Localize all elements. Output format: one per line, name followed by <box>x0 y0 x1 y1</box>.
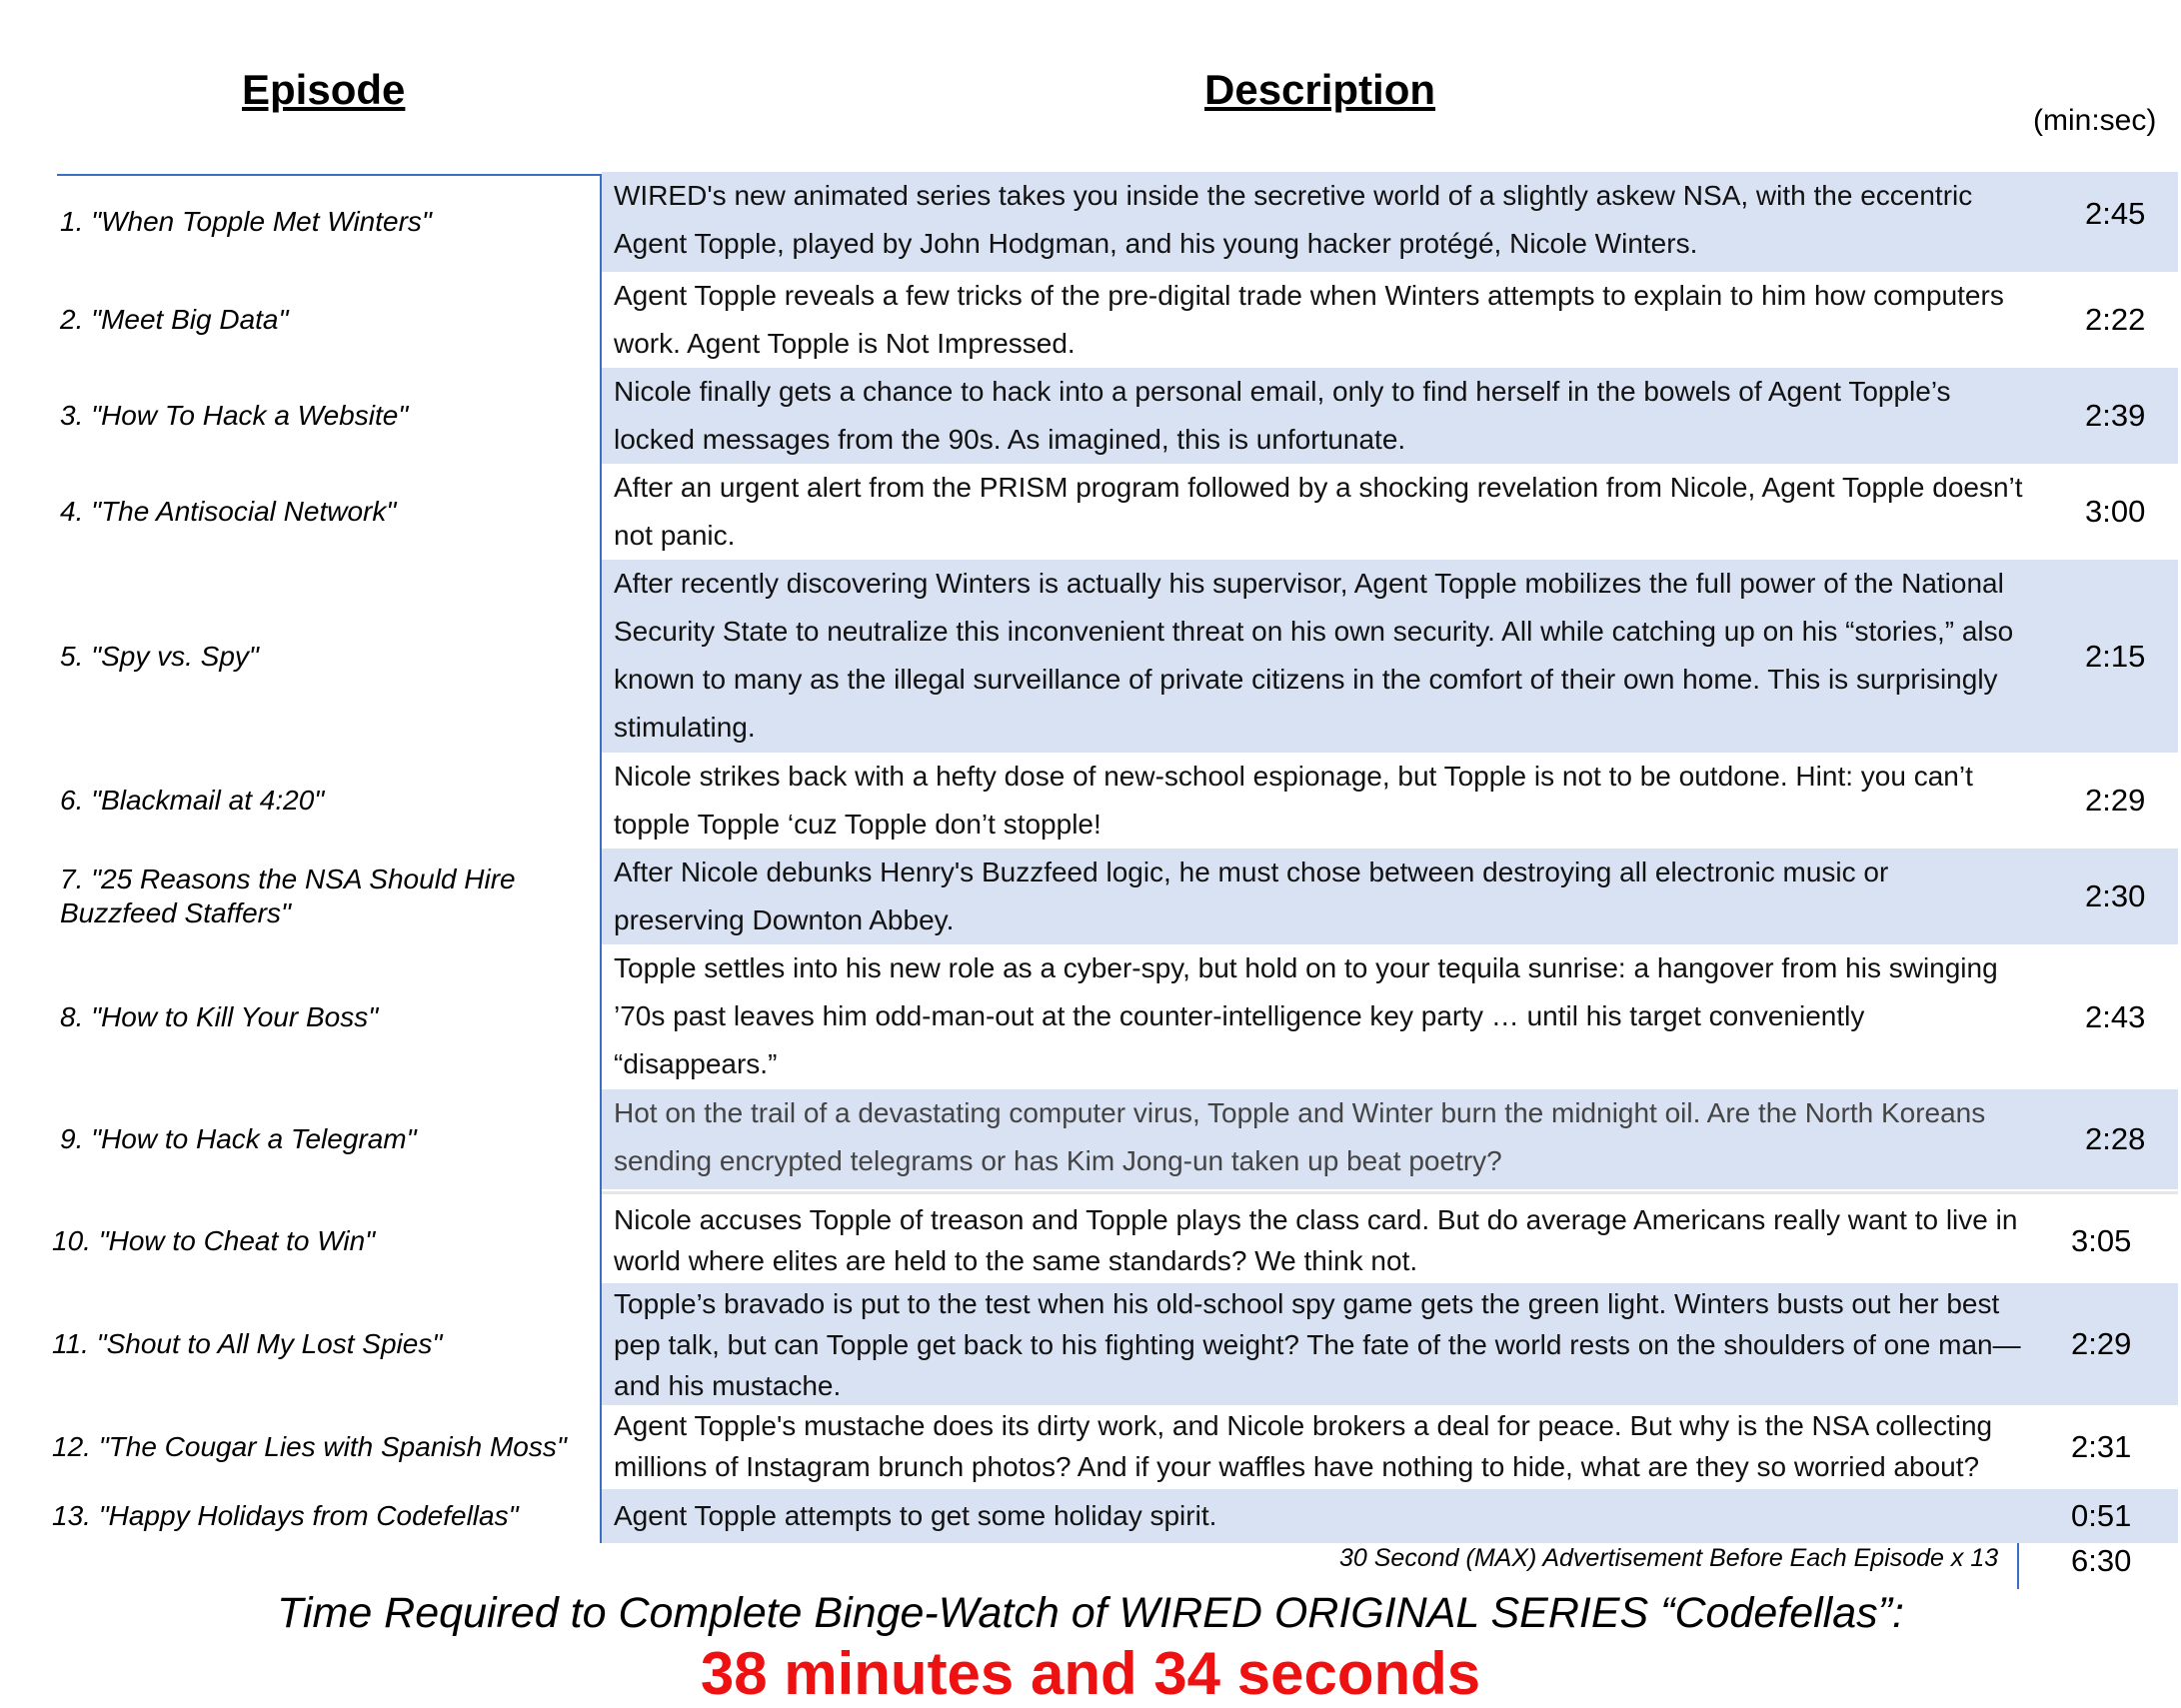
time-unit-label: (min:sec) <box>2033 104 2157 137</box>
episode-title: 4. "The Antisocial Network" <box>60 496 397 527</box>
episode-duration: 2:43 <box>2085 998 2146 1034</box>
episode-row-3 <box>0 368 2181 464</box>
episode-row-9 <box>0 1089 2181 1189</box>
episode-duration: 2:29 <box>2085 783 2146 818</box>
episode-title: 5. "Spy vs. Spy" <box>60 640 259 672</box>
episode-title: 3. "How To Hack a Website" <box>60 400 409 431</box>
episode-title: 12. "The Cougar Lies with Spanish Moss" <box>52 1431 567 1462</box>
episode-title: 13. "Happy Holidays from Codefellas" <box>52 1500 519 1531</box>
episode-row-7 <box>0 849 2181 944</box>
episode-description: After an urgent alert from the PRISM program followed by a shocking revelation from Nicole, Agent Topple doesn’t not panic. <box>614 472 2023 551</box>
episode-duration: 0:51 <box>2071 1498 2132 1533</box>
episode-title: 10. "How to Cheat to Win" <box>52 1225 376 1256</box>
advertisement-duration: 6:30 <box>2071 1543 2132 1578</box>
episode-row-2 <box>0 272 2181 368</box>
episode-duration: 2:29 <box>2071 1326 2132 1361</box>
row-separator <box>602 1191 2178 1194</box>
episode-title: 1. "When Topple Met Winters" <box>60 206 432 237</box>
episode-description: After recently discovering Winters is actually his supervisor, Agent Topple mobilizes the full power of the National Security State to neutralize this inconvenient threat on his own security. All while catching up on his “stories,” also known to many as the illegal surveillance of private citizens in the comfort of their own home. This is surprisingly stimulating. <box>614 568 2014 743</box>
episode-duration: 2:30 <box>2085 878 2146 913</box>
episode-description: Nicole strikes back with a hefty dose of new-school espionage, but Topple is not to be outdone. Hint: you can’t topple Topple ‘cuz Topple don’t stopple! <box>614 761 1973 840</box>
episode-description: Agent Topple's mustache does its dirty work, and Nicole brokers a deal for peace. But why is the NSA collecting millions of Instagram brunch photos? And if your waffles have nothing to hide, what are they so worried about? <box>614 1410 1993 1482</box>
episode-duration: 3:05 <box>2071 1223 2132 1258</box>
episode-row-5 <box>0 560 2181 753</box>
episode-row-11 <box>0 1283 2181 1405</box>
episode-description: Agent Topple reveals a few tricks of the pre-digital trade when Winters attempts to explain to him how computers work. Agent Topple is Not Impressed. <box>614 280 2004 359</box>
episode-row-13 <box>0 1489 2181 1543</box>
advertisement-label: 30 Second (MAX) Advertisement Before Each Episode x 13 <box>1339 1544 1999 1572</box>
episode-description: Nicole finally gets a chance to hack into a personal email, only to find herself in the bowels of Agent Topple’s locked messages from the 90s. As imagined, this is unfortunate. <box>614 376 1951 455</box>
episode-title: 9. "How to Hack a Telegram" <box>60 1123 417 1154</box>
episode-description: Hot on the trail of a devastating computer virus, Topple and Winter burn the midnight oil. Are the North Koreans sending encrypted telegrams or has Kim Jong-un taken up beat poetry? <box>614 1097 1986 1176</box>
binge-summary: Time Required to Complete Binge-Watch of WIRED ORIGINAL SERIES “Codefellas”: <box>277 1589 1904 1637</box>
episode-title: 8. "How to Kill Your Boss" <box>60 1000 379 1032</box>
episode-title: 11. "Shout to All My Lost Spies" <box>52 1328 443 1359</box>
episode-title: 6. "Blackmail at 4:20" <box>60 785 325 816</box>
episode-duration: 2:45 <box>2085 196 2146 232</box>
total-time: 38 minutes and 34 seconds <box>700 1640 1481 1707</box>
episode-duration: 3:00 <box>2085 494 2146 529</box>
episode-column-header: Episode <box>242 66 406 113</box>
episode-row-12 <box>0 1405 2181 1489</box>
episode-row-1 <box>0 172 2181 272</box>
episode-description: Nicole accuses Topple of treason and Topple plays the class card. But do average Americans really want to live in world where elites are held to the same standards? We think not. <box>614 1204 2018 1276</box>
episode-description: Topple’s bravado is put to the test when his old-school spy game gets the green light. Winters busts out her best pep talk, but can Topple get back to his fighting weight? The fate of the world rests on the shoulders of one man—and his mustache. <box>614 1288 2021 1401</box>
episode-title: 7. "25 Reasons the NSA Should Hire Buzzfeed Staffers" <box>60 863 516 928</box>
episode-title: 2. "Meet Big Data" <box>60 304 289 335</box>
description-column-header: Description <box>1204 66 1436 113</box>
episode-duration: 2:28 <box>2085 1121 2146 1156</box>
episode-row-8 <box>0 944 2181 1089</box>
episode-description: After Nicole debunks Henry's Buzzfeed logic, he must chose between destroying all electronic music or preserving Downton Abbey. <box>614 856 1889 935</box>
ad-divider <box>2017 1543 2019 1589</box>
episode-description: WIRED's new animated series takes you inside the secretive world of a slightly askew NSA, with the eccentric Agent Topple, played by John Hodgman, and his young hacker protégé, Nicole Winters. <box>614 180 1973 259</box>
episode-row-6 <box>0 753 2181 849</box>
episode-duration: 2:31 <box>2071 1429 2132 1464</box>
episode-description: Topple settles into his new role as a cyber-spy, but hold on to your tequila sunrise: a hangover from his swinging ’70s past leaves him odd-man-out at the counter-intelligence key party … until his target conveniently “disappears.” <box>614 952 1998 1079</box>
episode-duration: 2:22 <box>2085 302 2146 337</box>
episode-row-10 <box>0 1199 2181 1283</box>
episode-row-4 <box>0 464 2181 560</box>
episode-duration: 2:39 <box>2085 398 2146 433</box>
episode-description: Agent Topple attempts to get some holiday spirit. <box>614 1500 1217 1531</box>
episode-duration: 2:15 <box>2085 638 2146 674</box>
